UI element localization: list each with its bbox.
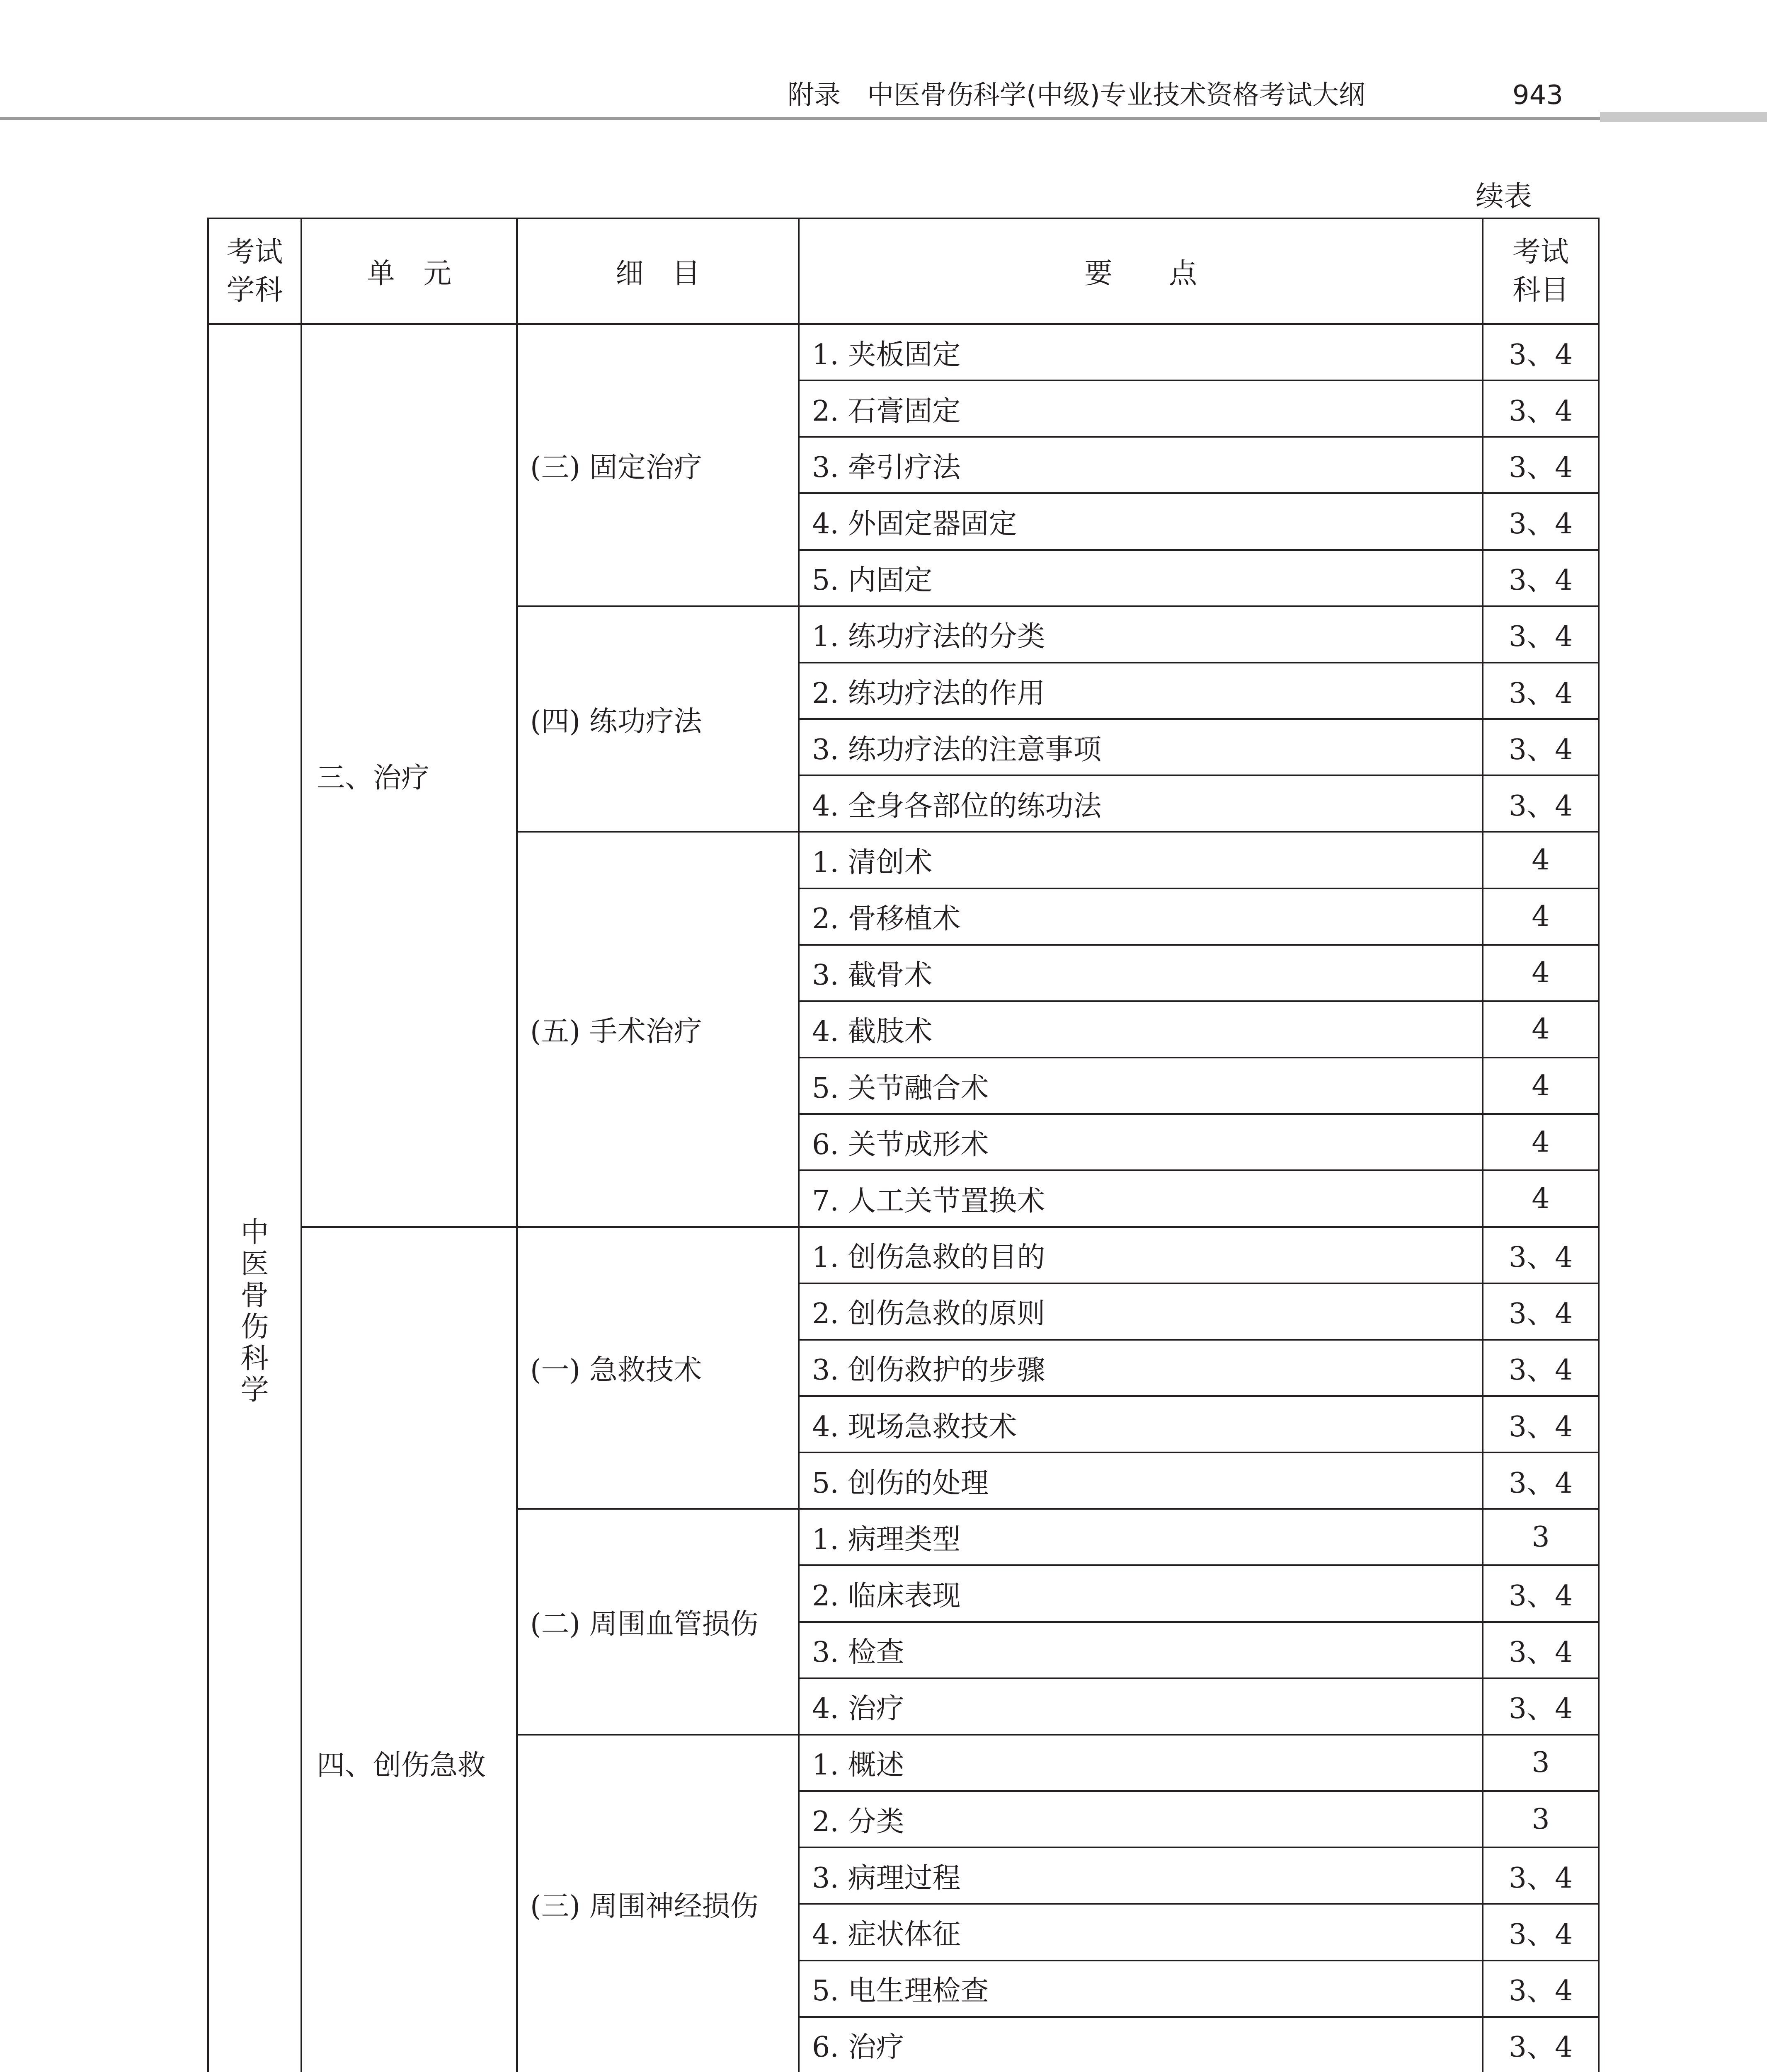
section-cell: (二) 周围血管损伤	[517, 1509, 799, 1735]
point-cell: 2. 创伤急救的原则	[799, 1283, 1483, 1340]
exam-cell: 3、4	[1483, 1452, 1599, 1509]
point-cell: 1. 病理类型	[799, 1509, 1483, 1565]
header-rule	[0, 117, 1600, 120]
exam-cell: 4	[1483, 1170, 1599, 1227]
point-cell: 1. 夹板固定	[799, 324, 1483, 380]
point-cell: 5. 电生理检查	[799, 1961, 1483, 2017]
exam-cell: 3、4	[1483, 437, 1599, 493]
exam-cell: 3、4	[1483, 1565, 1599, 1622]
point-cell: 5. 内固定	[799, 550, 1483, 606]
col-header-exam: 考试科目	[1483, 218, 1599, 324]
exam-cell: 3、4	[1483, 1961, 1599, 2017]
unit-cell: 四、创伤急救	[301, 1227, 517, 2072]
point-cell: 5. 关节融合术	[799, 1058, 1483, 1114]
unit-cell: 三、治疗	[301, 324, 517, 1227]
exam-cell: 3、4	[1483, 493, 1599, 549]
exam-cell: 3、4	[1483, 1283, 1599, 1340]
point-cell: 1. 创伤急救的目的	[799, 1227, 1483, 1283]
point-cell: 2. 练功疗法的作用	[799, 663, 1483, 719]
point-cell: 2. 临床表现	[799, 1565, 1483, 1622]
table-row	[208, 324, 1599, 380]
point-cell: 1. 概述	[799, 1735, 1483, 1791]
exam-cell: 3、4	[1483, 663, 1599, 719]
point-cell: 4. 症状体征	[799, 1904, 1483, 1960]
header-title: 附录 中医骨伤科学(中级)专业技术资格考试大纲	[788, 80, 1365, 111]
page-number: 943	[1512, 80, 1563, 111]
exam-cell: 4	[1483, 888, 1599, 945]
exam-cell: 3、4	[1483, 380, 1599, 437]
col-header-section: 细 目	[517, 218, 799, 324]
point-cell: 2. 骨移植术	[799, 888, 1483, 945]
exam-cell: 3、4	[1483, 775, 1599, 832]
exam-cell: 4	[1483, 832, 1599, 888]
exam-cell: 4	[1483, 1001, 1599, 1058]
exam-cell: 3	[1483, 1735, 1599, 1791]
section-cell: (五) 手术治疗	[517, 832, 799, 1227]
exam-cell: 3、4	[1483, 1622, 1599, 1678]
col-header-unit: 单 元	[301, 218, 517, 324]
point-cell: 6. 治疗	[799, 2017, 1483, 2072]
point-cell: 3. 牵引疗法	[799, 437, 1483, 493]
exam-cell: 3、4	[1483, 324, 1599, 380]
point-cell: 5. 创伤的处理	[799, 1452, 1483, 1509]
table-row	[208, 1227, 1599, 1283]
exam-cell: 3、4	[1483, 2017, 1599, 2072]
continued-label: 续表	[1476, 180, 1532, 213]
exam-cell: 4	[1483, 1114, 1599, 1170]
point-cell: 7. 人工关节置换术	[799, 1170, 1483, 1227]
point-cell: 4. 截肢术	[799, 1001, 1483, 1058]
subject-cell: 中医骨伤科学	[208, 324, 301, 2072]
section-cell: (一) 急救技术	[517, 1227, 799, 1509]
exam-cell: 4	[1483, 1058, 1599, 1114]
exam-cell: 3	[1483, 1509, 1599, 1565]
point-cell: 1. 练功疗法的分类	[799, 606, 1483, 663]
point-cell: 6. 关节成形术	[799, 1114, 1483, 1170]
col-header-subject: 考试学科	[208, 218, 301, 324]
section-cell: (四) 练功疗法	[517, 606, 799, 832]
exam-cell: 4	[1483, 945, 1599, 1001]
table-header-row	[208, 218, 1599, 324]
exam-cell: 3、4	[1483, 1396, 1599, 1452]
exam-cell: 3	[1483, 1791, 1599, 1847]
table-body	[208, 324, 1599, 2072]
exam-cell: 3、4	[1483, 1904, 1599, 1960]
exam-cell: 3、4	[1483, 1340, 1599, 1396]
point-cell: 4. 治疗	[799, 1678, 1483, 1735]
point-cell: 3. 截骨术	[799, 945, 1483, 1001]
point-cell: 2. 分类	[799, 1791, 1483, 1847]
exam-cell: 3、4	[1483, 1678, 1599, 1735]
col-header-points: 要 点	[799, 218, 1483, 324]
exam-cell: 3、4	[1483, 606, 1599, 663]
syllabus-table	[207, 218, 1600, 2072]
point-cell: 4. 全身各部位的练功法	[799, 775, 1483, 832]
header-rule-accent	[1600, 112, 1767, 122]
exam-cell: 3、4	[1483, 719, 1599, 775]
point-cell: 2. 石膏固定	[799, 380, 1483, 437]
exam-cell: 3、4	[1483, 1227, 1599, 1283]
point-cell: 3. 创伤救护的步骤	[799, 1340, 1483, 1396]
point-cell: 4. 外固定器固定	[799, 493, 1483, 549]
section-cell: (三) 周围神经损伤	[517, 1735, 799, 2072]
point-cell: 3. 病理过程	[799, 1847, 1483, 1904]
point-cell: 3. 练功疗法的注意事项	[799, 719, 1483, 775]
point-cell: 4. 现场急救技术	[799, 1396, 1483, 1452]
exam-cell: 3、4	[1483, 550, 1599, 606]
point-cell: 1. 清创术	[799, 832, 1483, 888]
exam-cell: 3、4	[1483, 1847, 1599, 1904]
point-cell: 3. 检查	[799, 1622, 1483, 1678]
section-cell: (三) 固定治疗	[517, 324, 799, 606]
